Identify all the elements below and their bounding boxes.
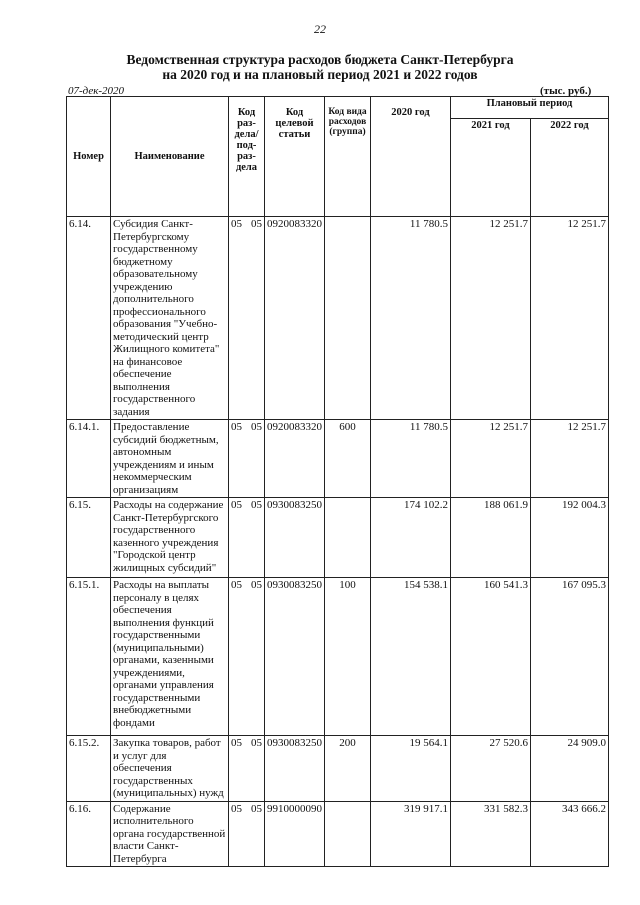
- row-number: 6.14.1.: [67, 420, 111, 498]
- row-target-code: 0920083320: [265, 217, 325, 420]
- row-value-2022: 12 251.7: [531, 217, 609, 420]
- header-name: Наименование: [111, 97, 229, 217]
- table-row: [67, 736, 609, 802]
- row-value-2020: 11 780.5: [371, 420, 451, 498]
- row-value-2020: 19 564.1: [371, 736, 451, 802]
- section-code: 05: [231, 421, 242, 433]
- subsection-code: 05: [251, 579, 262, 591]
- row-value-2021: 12 251.7: [451, 217, 531, 420]
- row-number: 6.16.: [67, 801, 111, 867]
- row-expense-type: 200: [325, 736, 371, 802]
- row-number: 6.15.1.: [67, 578, 111, 736]
- row-section-code: [229, 420, 265, 498]
- header-number: Номер: [67, 97, 111, 217]
- table-row: [67, 801, 609, 867]
- row-expense-type: [325, 801, 371, 867]
- row-name: Расходы на выплаты персоналу в целях обеспечения выполнения функций государственными (муниципальными) органами, казенными учреждениями, органами управления государственными внебюджетными фондами: [111, 578, 229, 736]
- subsection-code: 05: [251, 802, 262, 815]
- row-target-code: 9910000090: [265, 801, 325, 867]
- row-number: 6.15.2.: [67, 736, 111, 802]
- row-value-2020: 319 917.1: [371, 801, 451, 867]
- row-number: 6.14.: [67, 217, 111, 420]
- row-name: Содержание исполнительного органа государственной власти Санкт-Петербурга: [111, 801, 229, 867]
- document-date: 07-дек-2020: [68, 85, 125, 97]
- title-line-2: на 2020 год и на плановый период 2021 и 2022 годов: [162, 67, 478, 82]
- row-target-code: 0930083250: [265, 736, 325, 802]
- row-value-2021: 160 541.3: [451, 578, 531, 736]
- subsection-code: 05: [251, 499, 262, 511]
- row-number: 6.15.: [67, 498, 111, 578]
- row-value-2022: 343 666.2: [531, 801, 609, 867]
- section-code: 05: [231, 499, 242, 511]
- section-code: 05: [231, 579, 242, 591]
- row-value-2020: 174 102.2: [371, 498, 451, 578]
- row-expense-type: 600: [325, 420, 371, 498]
- row-expense-type: [325, 498, 371, 578]
- row-section-code: [229, 498, 265, 578]
- row-value-2021: 188 061.9: [451, 498, 531, 578]
- row-value-2020: 154 538.1: [371, 578, 451, 736]
- title-line-1: Ведомственная структура расходов бюджета Санкт-Петербурга: [126, 52, 514, 67]
- page-number: 22: [314, 22, 326, 36]
- table-row: [67, 578, 609, 736]
- header-target: Код целевой статьи: [265, 97, 325, 217]
- row-value-2022: 167 095.3: [531, 578, 609, 736]
- row-value-2022: 12 251.7: [531, 420, 609, 498]
- row-name: Закупка товаров, работ и услуг для обеспечения государственных (муниципальных) нужд: [111, 736, 229, 802]
- subsection-code: 05: [251, 737, 262, 749]
- row-target-code: 0930083250: [265, 498, 325, 578]
- row-expense-type: 100: [325, 578, 371, 736]
- row-value-2020: 11 780.5: [371, 217, 451, 420]
- row-value-2022: 24 909.0: [531, 736, 609, 802]
- row-value-2022: 192 004.3: [531, 498, 609, 578]
- row-value-2021: 27 520.6: [451, 736, 531, 802]
- row-section-code: [229, 736, 265, 802]
- row-section-code: [229, 217, 265, 420]
- row-name: Субсидия Санкт-Петербургскому государственному бюджетному образовательному учреждению дополнительного профессионального образования "Учебно-методический центр Жилищного комитета" на финансовое обеспечение выполнения государственного задания: [111, 217, 229, 420]
- header-2021: 2021 год: [451, 119, 531, 217]
- row-target-code: 0930083250: [265, 578, 325, 736]
- table-row: [67, 217, 609, 420]
- row-expense-type: [325, 217, 371, 420]
- table-row: [67, 498, 609, 578]
- row-section-code: [229, 578, 265, 736]
- section-code: 05: [231, 218, 242, 230]
- section-code: 05: [231, 802, 242, 815]
- section-code: 05: [231, 737, 242, 749]
- document-title: [0, 52, 640, 82]
- row-value-2021: 12 251.7: [451, 420, 531, 498]
- row-name: Предоставление субсидий бюджетным, автономным учреждениям и иным некоммерческим организациям: [111, 420, 229, 498]
- row-target-code: 0920083320: [265, 420, 325, 498]
- budget-table: [66, 96, 609, 867]
- subsection-code: 05: [251, 421, 262, 433]
- header-2020: 2020 год: [371, 97, 451, 217]
- units-label: (тыс. руб.): [540, 85, 592, 97]
- header-expense-type: Код вида расходов (группа): [325, 97, 371, 217]
- row-value-2021: 331 582.3: [451, 801, 531, 867]
- row-section-code: [229, 801, 265, 867]
- row-name: Расходы на содержание Санкт-Петербургского государственного казенного учреждения "Городской центр жилищных субсидий": [111, 498, 229, 578]
- subsection-code: 05: [251, 218, 262, 230]
- header-section: Код раз-дела/ под-раз-дела: [229, 97, 265, 217]
- header-2022: 2022 год: [531, 119, 609, 217]
- table-row: [67, 420, 609, 498]
- header-planned-period: Плановый период: [451, 97, 609, 119]
